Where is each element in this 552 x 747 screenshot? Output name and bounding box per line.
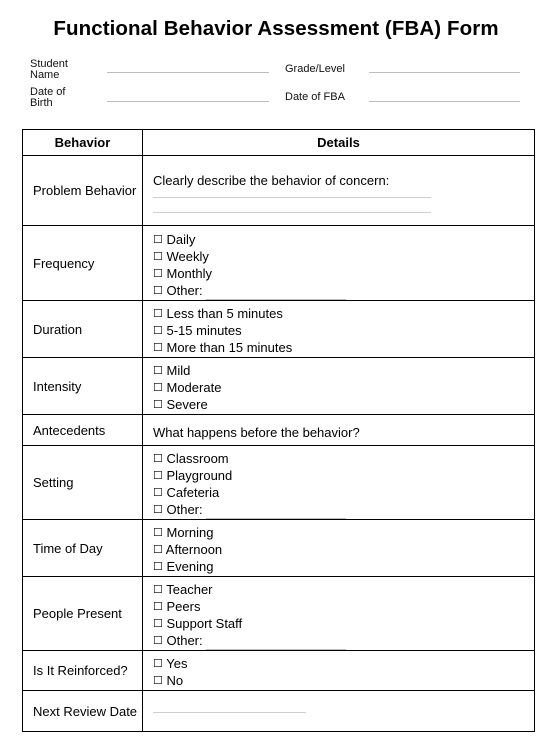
table-row-frequency [23,226,535,301]
option-monthly[interactable] [153,266,534,283]
other-field[interactable] [206,288,346,300]
row-details [143,651,535,691]
option-label: Playground [166,468,233,483]
checkbox-icon[interactable]: ☐ [153,504,163,516]
date-fba-label: Date of FBA [285,91,345,103]
student-name-label-line2: Name [30,69,60,81]
checkbox-icon[interactable]: ☐ [153,674,163,687]
row-label: Time of Day [23,520,143,577]
student-name-field[interactable] [107,72,269,73]
row-details [143,415,535,446]
table-row-reinforced [23,651,535,691]
option-morning[interactable] [153,525,534,542]
row-details [143,446,535,520]
checkbox-icon[interactable]: ☐ [153,268,163,280]
header-details: Details [143,130,535,156]
option-classroom[interactable] [153,451,534,468]
option-daily[interactable] [153,232,534,249]
checkbox-icon[interactable]: ☐ [153,527,163,539]
option-label: Less than 5 minutes [166,306,283,321]
next-review-date-field[interactable] [153,712,306,713]
option-more-than-15[interactable] [153,340,534,357]
checkbox-icon[interactable]: ☐ [153,308,163,320]
table-row-people-present [23,577,535,651]
checkbox-icon[interactable]: ☐ [153,325,163,337]
option-peers[interactable] [153,599,534,616]
option-5-15[interactable] [153,323,534,340]
checkbox-icon[interactable]: ☐ [153,382,163,394]
row-label: Intensity [23,358,143,415]
row-details [143,226,535,301]
other-field[interactable] [206,507,346,519]
table-row-time-of-day [23,520,535,577]
checkbox-icon[interactable]: ☐ [153,285,163,297]
row-details [143,156,535,226]
checkbox-icon[interactable]: ☐ [153,618,163,630]
description-line-2[interactable] [153,198,431,213]
row-label: Frequency [23,226,143,301]
option-other[interactable] [153,283,534,300]
checkbox-icon[interactable]: ☐ [153,635,163,647]
option-label: No [166,672,184,688]
option-label: Other: [166,283,203,298]
option-label: Morning [166,525,214,540]
row-details [143,358,535,415]
table-row-intensity [23,358,535,415]
row-label: Duration [23,301,143,358]
option-label: Cafeteria [166,485,220,500]
option-label: Evening [166,559,214,574]
option-label: Severe [166,397,208,412]
checkbox-icon[interactable]: ☐ [153,487,163,499]
option-label: Monthly [166,266,213,281]
table-header-row [23,130,535,156]
row-label: Antecedents [23,415,143,446]
checkbox-icon[interactable]: ☐ [153,601,163,613]
option-label: Teacher [166,582,213,597]
option-label: Other: [166,633,203,648]
option-label: 5-15 minutes [166,323,242,338]
checkbox-icon[interactable]: ☐ [153,251,163,263]
row-prompt: What happens before the behavior? [153,425,360,440]
option-afternoon[interactable] [153,542,534,559]
option-support-staff[interactable] [153,616,534,633]
row-label: Is It Reinforced? [23,651,143,691]
option-label: More than 15 minutes [166,340,293,355]
other-field[interactable] [206,638,346,650]
option-mild[interactable] [153,363,534,380]
row-label: Problem Behavior [23,156,143,226]
table-row-problem-behavior [23,156,535,226]
option-cafeteria[interactable] [153,485,534,502]
row-prompt: Clearly describe the behavior of concern: [153,173,390,188]
option-label: Peers [166,599,201,614]
header-behavior: Behavior [23,130,143,156]
checkbox-icon[interactable]: ☐ [153,365,163,377]
checkbox-icon[interactable]: ☐ [153,399,163,411]
grade-field[interactable] [369,72,520,73]
description-line-1[interactable] [153,188,431,198]
student-name-label [30,59,68,81]
option-yes[interactable] [153,656,534,673]
option-label: Moderate [166,380,222,395]
checkbox-icon[interactable]: ☐ [153,234,163,246]
checkbox-icon[interactable]: ☐ [153,561,163,573]
option-less-than-5[interactable] [153,306,534,323]
table-row-setting [23,446,535,520]
checkbox-icon[interactable]: ☐ [153,342,163,354]
date-fba-field[interactable] [369,101,520,102]
checkbox-icon[interactable]: ☐ [153,544,163,556]
grade-label: Grade/Level [285,63,345,75]
row-label: Next Review Date [23,691,143,732]
row-label: Setting [23,446,143,520]
option-other[interactable] [153,633,534,650]
dob-label-line1: Date of [30,86,66,98]
option-label: Classroom [166,451,229,466]
row-label: People Present [23,577,143,651]
row-details [143,301,535,358]
table-row-antecedents [23,415,535,446]
row-details [143,520,535,577]
checkbox-icon[interactable]: ☐ [153,657,163,670]
fba-table [22,129,535,732]
checkbox-icon[interactable]: ☐ [153,584,163,596]
dob-label-line2: Birth [30,97,53,109]
table-row-duration [23,301,535,358]
checkbox-icon[interactable]: ☐ [153,470,163,482]
dob-field[interactable] [107,101,269,102]
option-playground[interactable] [153,468,534,485]
table-row-next-review-date [23,691,535,732]
option-other[interactable] [153,502,534,519]
page-title: Functional Behavior Assessment (FBA) Form [53,17,499,40]
option-label: Afternoon [165,542,223,557]
row-details [143,577,535,651]
option-moderate[interactable] [153,380,534,397]
option-label: Other: [166,502,203,517]
option-no[interactable] [153,673,534,690]
option-label: Weekly [166,249,209,264]
option-label: Mild [166,363,191,378]
option-label: Yes [166,655,188,671]
option-label: Daily [166,232,196,247]
option-severe[interactable] [153,397,534,414]
dob-label [30,87,65,109]
option-evening[interactable] [153,559,534,576]
checkbox-icon[interactable]: ☐ [153,453,163,465]
row-details [143,691,535,732]
option-label: Support Staff [166,616,243,631]
student-name-label-line1: Student [30,58,68,70]
option-teacher[interactable] [153,582,534,599]
option-weekly[interactable] [153,249,534,266]
